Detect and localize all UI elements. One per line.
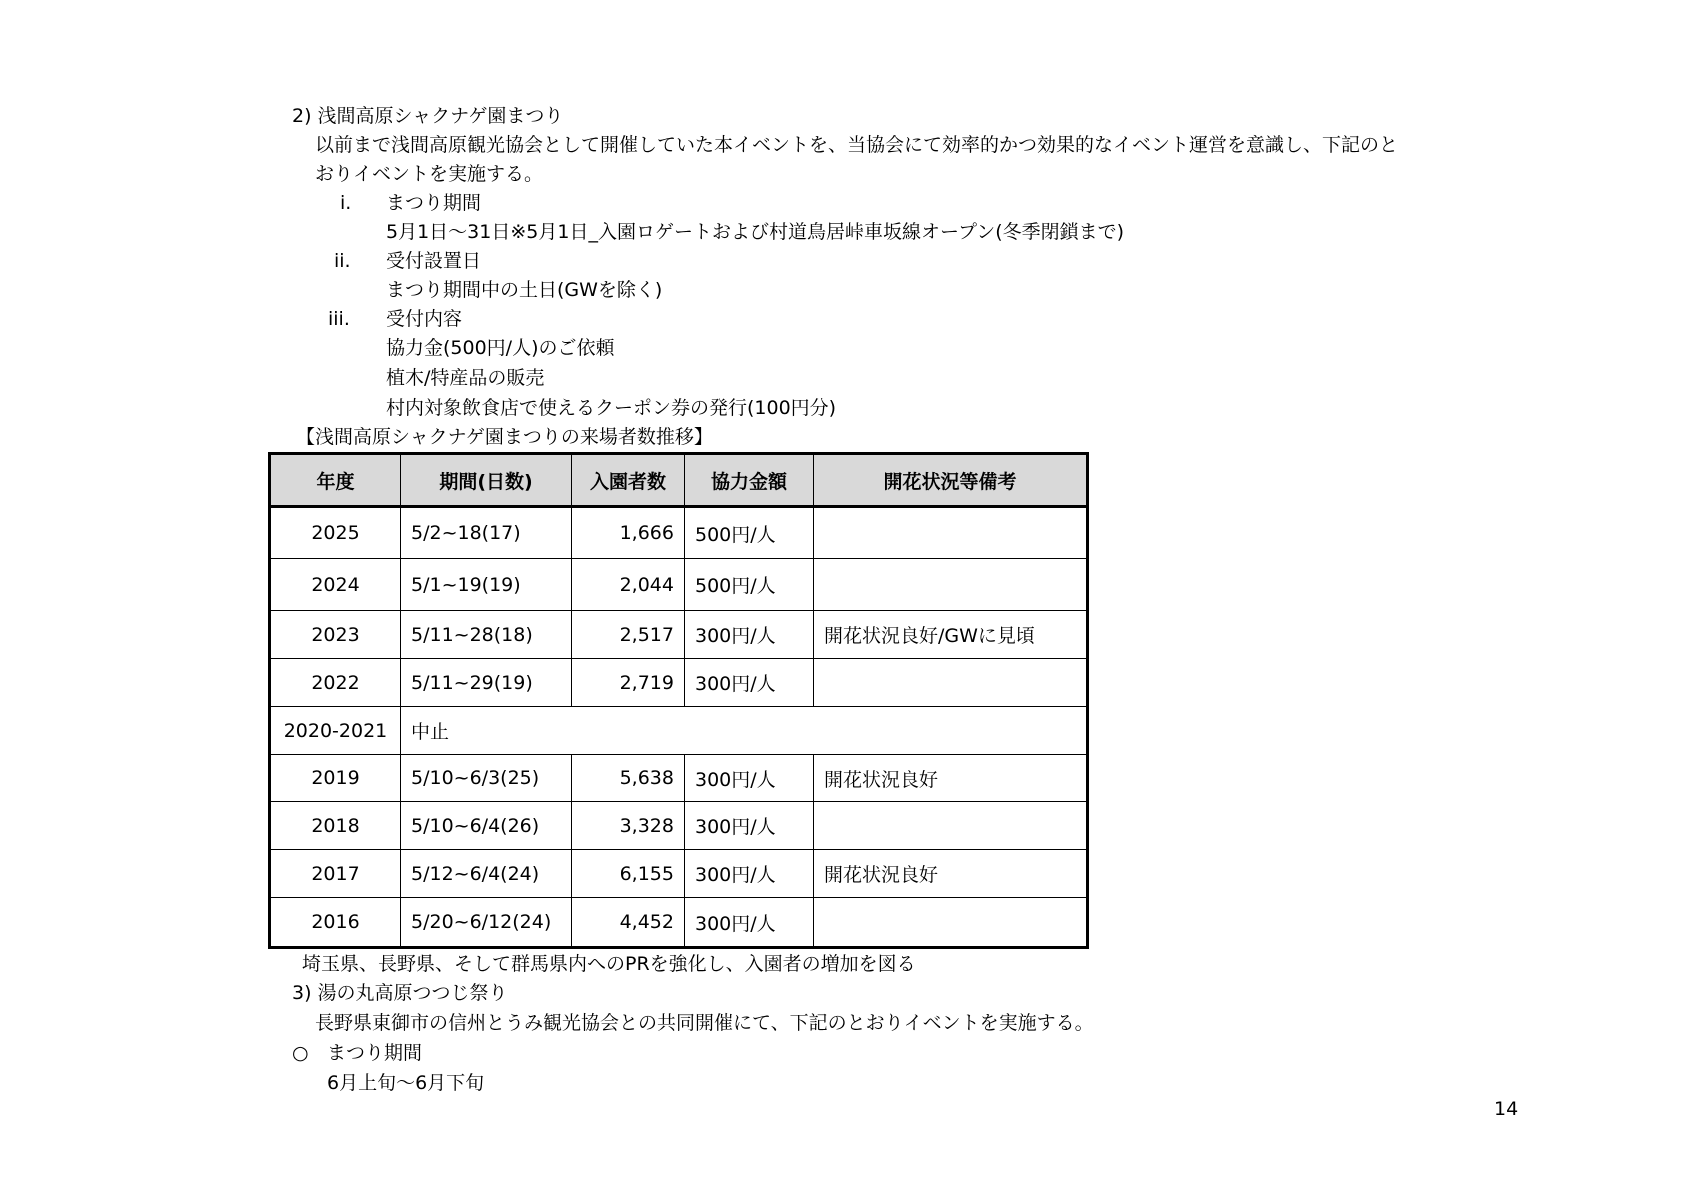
page-number: 14 bbox=[1494, 1098, 1519, 1120]
cell-period: 5/1~19(19) bbox=[401, 559, 572, 611]
table-row bbox=[270, 559, 1088, 611]
bullet-marker: ○ bbox=[292, 1042, 309, 1064]
item-marker: iii. bbox=[328, 308, 350, 330]
cell-year: 2020-2021 bbox=[270, 707, 401, 755]
cell-fee: 300円/人 bbox=[685, 659, 814, 707]
visitor-table bbox=[268, 452, 1089, 949]
cell-fee: 300円/人 bbox=[685, 802, 814, 850]
item-detail: 5月1日～31日※5月1日_入園ロゲートおよび村道鳥居峠車坂線オープン(冬季閉鎖まで) bbox=[386, 221, 1125, 243]
section-2-intro-line-2: おりイベントを実施する。 bbox=[315, 163, 544, 185]
cell-fee: 300円/人 bbox=[685, 898, 814, 948]
item-detail: 植木/特産品の販売 bbox=[386, 367, 545, 389]
cell-year: 2022 bbox=[270, 659, 401, 707]
cell-notes: 開花状況良好 bbox=[814, 755, 1088, 802]
cell-visitors: 4,452 bbox=[572, 898, 685, 948]
header-notes: 開花状況等備考 bbox=[814, 454, 1088, 507]
bullet-detail: 6月上旬～6月下旬 bbox=[327, 1072, 485, 1094]
table-header-row bbox=[270, 454, 1088, 507]
table-row bbox=[270, 659, 1088, 707]
cell-fee: 500円/人 bbox=[685, 559, 814, 611]
cell-visitors: 1,666 bbox=[572, 507, 685, 559]
cell-notes bbox=[814, 559, 1088, 611]
item-detail: 村内対象飲食店で使えるクーポン券の発行(100円分) bbox=[386, 397, 837, 419]
header-year: 年度 bbox=[270, 454, 401, 507]
cell-period: 5/11~28(18) bbox=[401, 611, 572, 659]
item-title: 受付設置日 bbox=[386, 250, 482, 272]
section-3-intro: 長野県東御市の信州とうみ観光協会との共同開催にて、下記のとおりイベントを実施する。 bbox=[315, 1012, 1094, 1034]
cell-visitors: 6,155 bbox=[572, 850, 685, 898]
item-marker: i. bbox=[340, 192, 352, 214]
cell-period: 5/10~6/4(26) bbox=[401, 802, 572, 850]
cell-fee: 300円/人 bbox=[685, 755, 814, 802]
cell-notes bbox=[814, 507, 1088, 559]
header-fee: 協力金額 bbox=[685, 454, 814, 507]
cell-period: 5/20~6/12(24) bbox=[401, 898, 572, 948]
table-row bbox=[270, 802, 1088, 850]
cell-notes bbox=[814, 898, 1088, 948]
cell-period: 5/12~6/4(24) bbox=[401, 850, 572, 898]
cell-visitors: 2,044 bbox=[572, 559, 685, 611]
cell-visitors: 3,328 bbox=[572, 802, 685, 850]
item-detail: まつり期間中の土日(GWを除く) bbox=[386, 279, 663, 301]
cell-fee: 300円/人 bbox=[685, 850, 814, 898]
cell-visitors: 2,517 bbox=[572, 611, 685, 659]
cell-notes: 開花状況良好/GWに見頃 bbox=[814, 611, 1088, 659]
cell-period: 5/11~29(19) bbox=[401, 659, 572, 707]
visitor-table-wrap bbox=[268, 452, 1086, 947]
cell-visitors: 5,638 bbox=[572, 755, 685, 802]
cell-year: 2019 bbox=[270, 755, 401, 802]
cell-year: 2018 bbox=[270, 802, 401, 850]
section-3-heading: 3) 湯の丸高原つつじ祭り bbox=[292, 982, 508, 1004]
table-row bbox=[270, 707, 1088, 755]
item-marker: ii. bbox=[334, 250, 351, 272]
cell-year: 2017 bbox=[270, 850, 401, 898]
table-row bbox=[270, 898, 1088, 948]
table-row bbox=[270, 507, 1088, 559]
table-row bbox=[270, 611, 1088, 659]
bullet-title: まつり期間 bbox=[327, 1042, 423, 1064]
item-detail: 協力金(500円/人)のご依頼 bbox=[386, 337, 615, 359]
cell-visitors: 2,719 bbox=[572, 659, 685, 707]
cell-fee: 500円/人 bbox=[685, 507, 814, 559]
header-period: 期間(日数) bbox=[401, 454, 572, 507]
cell-period: 5/10~6/3(25) bbox=[401, 755, 572, 802]
cell-year: 2024 bbox=[270, 559, 401, 611]
cell-year: 2023 bbox=[270, 611, 401, 659]
cell-cancelled: 中止 bbox=[401, 707, 1088, 755]
table-caption: 【浅間高原シャクナゲ園まつりの来場者数推移】 bbox=[296, 426, 713, 448]
table-row bbox=[270, 850, 1088, 898]
cell-notes bbox=[814, 802, 1088, 850]
table-row bbox=[270, 755, 1088, 802]
cell-year: 2025 bbox=[270, 507, 401, 559]
header-visitors: 入園者数 bbox=[572, 454, 685, 507]
section-2-heading: 2) 浅間高原シャクナゲ園まつり bbox=[292, 105, 564, 127]
after-table-note: 埼玉県、長野県、そして群馬県内へのPRを強化し、入園者の増加を図る bbox=[302, 953, 916, 975]
section-2-intro-line-1: 以前まで浅間高原観光協会として開催していた本イベントを、当協会にて効率的かつ効果的なイベント運営を意識し、下記のと bbox=[315, 134, 1399, 156]
cell-notes: 開花状況良好 bbox=[814, 850, 1088, 898]
item-title: 受付内容 bbox=[386, 308, 463, 330]
item-title: まつり期間 bbox=[386, 192, 482, 214]
cell-year: 2016 bbox=[270, 898, 401, 948]
cell-period: 5/2~18(17) bbox=[401, 507, 572, 559]
cell-notes bbox=[814, 659, 1088, 707]
cell-fee: 300円/人 bbox=[685, 611, 814, 659]
